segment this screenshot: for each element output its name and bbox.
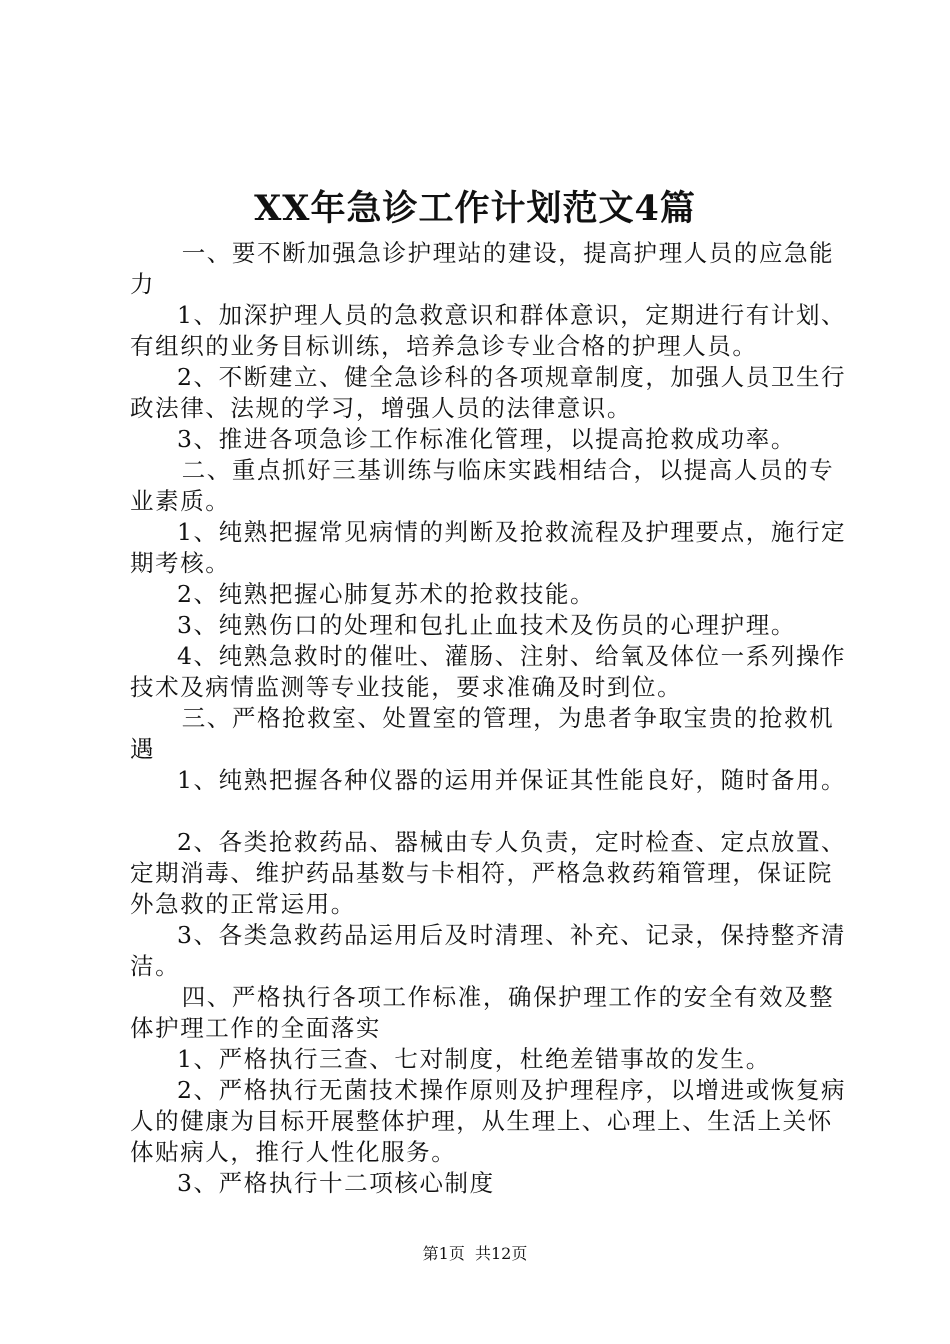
paragraph: 1、严格执行三查、七对制度，杜绝差错事故的发生。 [177,1045,771,1073]
paragraph: 2、严格执行无菌技术操作原则及护理程序，以增进或恢复病人的健康为目标开展整体护理，从生理上、心理上、生活上关怀体贴病人，推行人性化服务。 [130,1076,847,1166]
paragraph: 1、纯熟把握各种仪器的运用并保证其性能良好，随时备用。 [177,766,847,794]
page-number-footer: 第1页 共12页 [422,1244,528,1263]
paragraph: 1、纯熟把握常见病情的判断及抢救流程及护理要点，施行定期考核。 [130,518,847,577]
paragraph: 4、纯熟急救时的催吐、灌肠、注射、给氧及体位一系列操作技术及病情监测等专业技能，要求准确及时到位。 [130,642,847,701]
paragraph: 3、严格执行十二项核心制度 [177,1169,495,1197]
document-title: XX年急诊工作计划范文4篇 [254,188,696,229]
section-heading-4: 四、严格执行各项工作标准，确保护理工作的安全有效及整体护理工作的全面落实 [130,983,835,1042]
section-heading-3: 三、严格抢救室、处置室的管理，为患者争取宝贵的抢救机遇 [130,704,835,763]
document-body [130,238,856,1199]
paragraph: 2、各类抢救药品、器械由专人负责，定时检查、定点放置、定期消毒、维护药品基数与卡相符，严格急救药箱管理，保证院外急救的正常运用。 [130,828,847,918]
paragraph: 1、加深护理人员的急救意识和群体意识，定期进行有计划、有组织的业务目标训练，培养急诊专业合格的护理人员。 [130,301,847,360]
paragraph: 3、纯熟伤口的处理和包扎止血技术及伤员的心理护理。 [177,611,796,639]
paragraph: 2、不断建立、健全急诊科的各项规章制度，加强人员卫生行政法律、法规的学习，增强人员的法律意识。 [130,363,847,422]
paragraph: 3、推进各项急诊工作标准化管理，以提高抢救成功率。 [177,425,796,453]
section-heading-1: 一、要不断加强急诊护理站的建设，提高护理人员的应急能力 [130,239,835,298]
paragraph: 3、各类急救药品运用后及时清理、补充、记录，保持整齐清洁。 [130,921,847,980]
paragraph: 2、纯熟把握心肺复苏术的抢救技能。 [177,580,596,608]
section-heading-2: 二、重点抓好三基训练与临床实践相结合，以提高人员的专业素质。 [130,456,835,515]
